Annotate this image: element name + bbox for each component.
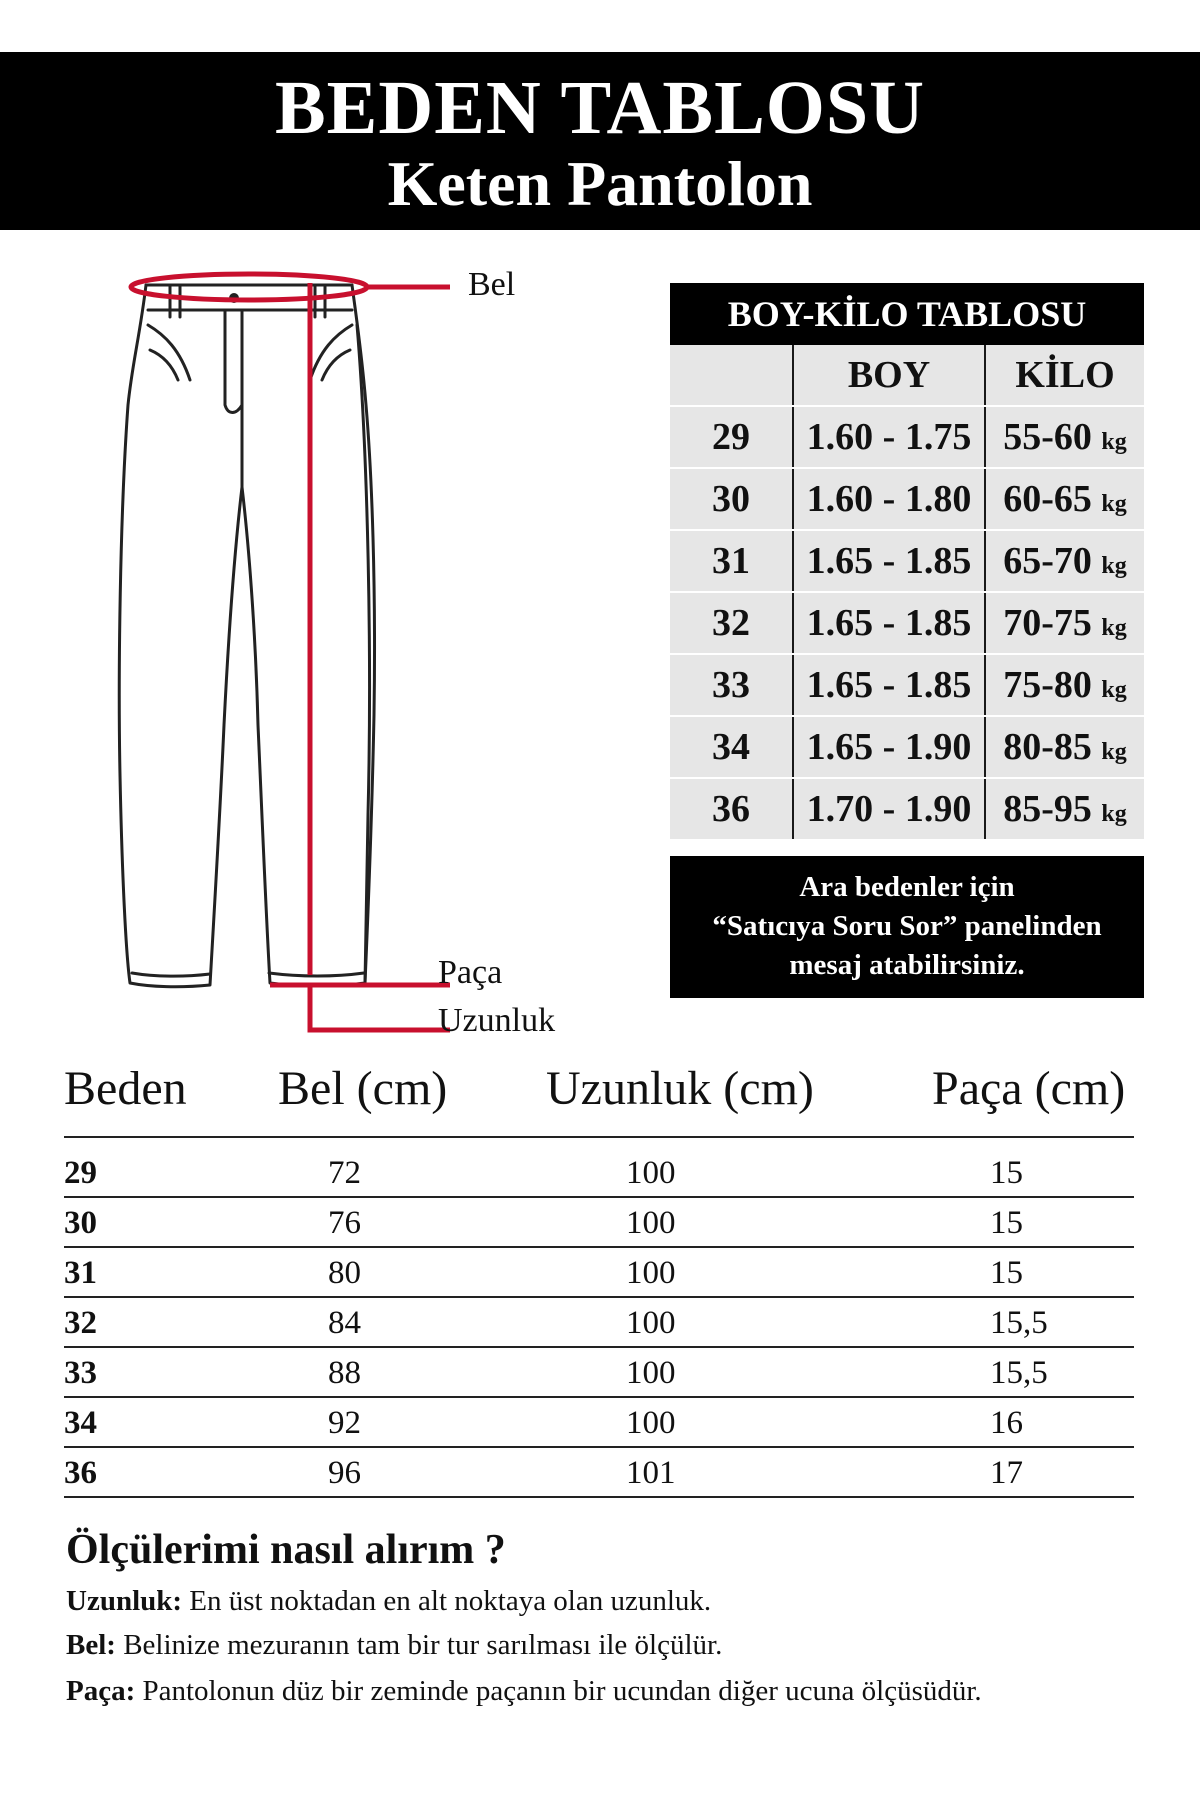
header-beden: Beden xyxy=(64,1062,187,1115)
table-row xyxy=(670,655,1144,717)
kilo-header: KİLO xyxy=(1015,354,1115,396)
kg-unit: kg xyxy=(1101,491,1127,517)
kilo-cell xyxy=(986,469,1144,529)
how-to-title: Ölçülerimi nasıl alırım ? xyxy=(66,1527,506,1573)
table-row xyxy=(64,1348,1134,1398)
boy-kilo-header-empty xyxy=(670,345,792,405)
bel-cell: 88 xyxy=(328,1355,361,1391)
bel-cell: 96 xyxy=(328,1455,361,1491)
how-to-text: En üst noktadan en alt noktaya olan uzunluk. xyxy=(182,1585,712,1617)
table-divider xyxy=(64,1496,1134,1498)
table-row xyxy=(670,717,1144,779)
size-cell: 29 xyxy=(712,416,750,458)
kilo-value: 85-95 xyxy=(1003,788,1092,830)
paca-cell: 15 xyxy=(990,1155,1023,1191)
pants-outline-icon xyxy=(110,255,600,1045)
header-uzunluk: Uzunluk (cm) xyxy=(546,1062,814,1115)
note-line: “Satıcıya Soru Sor” panelinden xyxy=(712,910,1102,942)
beden-cell: 30 xyxy=(64,1205,97,1241)
paca-cell: 16 xyxy=(990,1405,1023,1441)
kilo-value: 75-80 xyxy=(1003,664,1092,706)
table-row xyxy=(64,1148,1134,1198)
paca-cell: 15,5 xyxy=(990,1305,1048,1341)
how-to-term: Paça: xyxy=(66,1675,136,1707)
kg-unit: kg xyxy=(1101,615,1127,641)
kilo-cell xyxy=(986,531,1144,591)
table-row xyxy=(670,779,1144,841)
uzunluk-cell: 100 xyxy=(626,1405,676,1441)
size-cell: 30 xyxy=(712,478,750,520)
bel-cell: 84 xyxy=(328,1305,361,1341)
how-to-item xyxy=(66,1584,711,1618)
kilo-value: 65-70 xyxy=(1003,540,1092,582)
how-to-text: Belinize mezuranın tam bir tur sarılması ile ölçülür. xyxy=(115,1629,723,1661)
how-to-term: Bel: xyxy=(66,1629,116,1661)
how-to-item xyxy=(66,1628,722,1662)
kg-unit: kg xyxy=(1101,739,1127,765)
kilo-cell xyxy=(986,655,1144,715)
size-cell: 32 xyxy=(712,602,750,644)
paca-cell: 15 xyxy=(990,1255,1023,1291)
table-row xyxy=(64,1398,1134,1448)
kg-unit: kg xyxy=(1101,429,1127,455)
table-row xyxy=(670,593,1144,655)
bel-cell: 92 xyxy=(328,1405,361,1441)
size-cell: 34 xyxy=(712,726,750,768)
how-to-text: Pantolonun düz bir zeminde paçanın bir ucundan diğer ucuna ölçüsüdür. xyxy=(135,1675,982,1707)
boy-header: BOY xyxy=(847,354,931,396)
size-note-box xyxy=(670,856,1144,998)
beden-cell: 32 xyxy=(64,1305,97,1341)
boy-cell: 1.60 - 1.75 xyxy=(806,416,972,458)
table-row xyxy=(64,1198,1134,1248)
paca-cell: 15,5 xyxy=(990,1355,1048,1391)
note-line: mesaj atabilirsiniz. xyxy=(789,949,1025,981)
bel-cell: 80 xyxy=(328,1255,361,1291)
kg-unit: kg xyxy=(1101,553,1127,579)
beden-cell: 36 xyxy=(64,1455,97,1491)
header-banner xyxy=(0,52,1200,230)
kg-unit: kg xyxy=(1101,677,1127,703)
table-row xyxy=(670,407,1144,469)
table-divider xyxy=(64,1136,1134,1138)
kilo-cell xyxy=(986,407,1144,467)
how-to-item xyxy=(66,1674,982,1708)
table-row xyxy=(64,1248,1134,1298)
paca-cell: 15 xyxy=(990,1205,1023,1241)
size-cell: 33 xyxy=(712,664,750,706)
beden-cell: 29 xyxy=(64,1155,97,1191)
paca-cell: 17 xyxy=(990,1455,1023,1491)
header-bel: Bel (cm) xyxy=(278,1062,448,1115)
table-row xyxy=(64,1298,1134,1348)
boy-cell: 1.65 - 1.85 xyxy=(806,602,972,644)
kilo-cell xyxy=(986,779,1144,839)
uzunluk-cell: 100 xyxy=(626,1205,676,1241)
label-paca: Paça xyxy=(438,954,503,991)
boy-cell: 1.70 - 1.90 xyxy=(806,788,972,830)
kilo-value: 70-75 xyxy=(1003,602,1092,644)
uzunluk-cell: 100 xyxy=(626,1255,676,1291)
label-uzunluk: Uzunluk xyxy=(438,1002,556,1039)
size-cell: 31 xyxy=(712,540,750,582)
boy-kilo-header-row xyxy=(670,345,1144,407)
uzunluk-cell: 100 xyxy=(626,1155,676,1191)
page-title: BEDEN TABLOSU xyxy=(274,66,926,150)
bel-cell: 76 xyxy=(328,1205,361,1241)
uzunluk-cell: 100 xyxy=(626,1305,676,1341)
kg-unit: kg xyxy=(1101,801,1127,827)
beden-cell: 33 xyxy=(64,1355,97,1391)
bel-cell: 72 xyxy=(328,1155,361,1191)
boy-kilo-title: BOY-KİLO TABLOSU xyxy=(670,283,1144,345)
kilo-cell xyxy=(986,717,1144,777)
kilo-value: 80-85 xyxy=(1003,726,1092,768)
boy-cell: 1.65 - 1.85 xyxy=(806,664,972,706)
beden-cell: 31 xyxy=(64,1255,97,1291)
uzunluk-cell: 100 xyxy=(626,1355,676,1391)
beden-cell: 34 xyxy=(64,1405,97,1441)
table-row xyxy=(670,531,1144,593)
how-to-term: Uzunluk: xyxy=(66,1585,183,1617)
page-subtitle: Keten Pantolon xyxy=(387,148,813,219)
note-line: Ara bedenler için xyxy=(799,871,1015,903)
size-cell: 36 xyxy=(712,788,750,830)
boy-cell: 1.65 - 1.90 xyxy=(806,726,972,768)
boy-cell: 1.65 - 1.85 xyxy=(806,540,972,582)
label-bel: Bel xyxy=(468,266,516,303)
uzunluk-cell: 101 xyxy=(626,1455,676,1491)
boy-cell: 1.60 - 1.80 xyxy=(806,478,972,520)
kilo-value: 60-65 xyxy=(1003,478,1092,520)
header-paca: Paça (cm) xyxy=(932,1062,1126,1115)
table-row xyxy=(64,1448,1134,1498)
kilo-value: 55-60 xyxy=(1003,416,1092,458)
table-row xyxy=(670,469,1144,531)
kilo-cell xyxy=(986,593,1144,653)
